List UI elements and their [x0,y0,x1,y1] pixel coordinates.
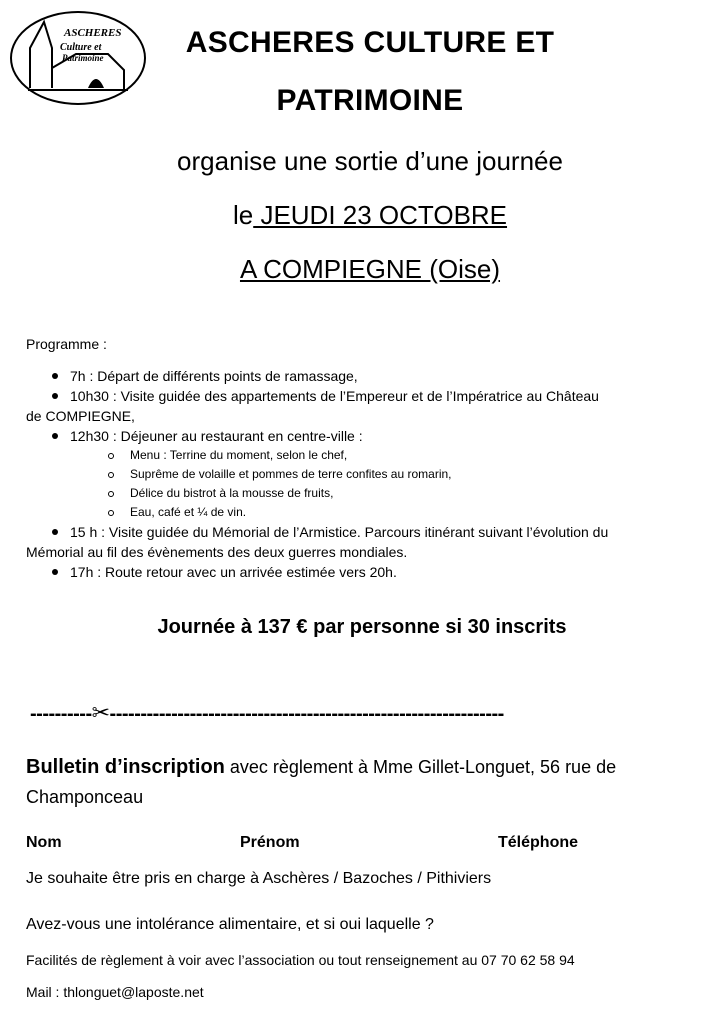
logo-line2: Culture et [60,42,102,53]
event-place [60,254,680,285]
bullet-icon [52,433,58,439]
bullet-icon [52,373,58,379]
programme-list [26,366,686,582]
intolerance-line: Avez-vous une intolérance alimentaire, et si oui laquelle ? [26,916,434,933]
programme-item: 17h : Route retour avec un arrivée estimée vers 20h. [26,562,686,582]
menu-list [26,446,686,522]
circle-bullet-icon [108,510,114,516]
facilities-line: Facilités de règlement à voir avec l’association ou tout renseignement au 07 70 62 58 94 [26,952,575,968]
circle-bullet-icon [108,472,114,478]
programme-item: 12h30 : Déjeuner au restaurant en centre-ville : [26,426,686,446]
association-logo [8,8,148,108]
menu-item: Eau, café et ¼ de vin. [106,503,686,522]
programme-item: 10h30 : Visite guidée des appartements de l’Empereur et de l’Impératrice au Château de COMPIEGNE, [26,388,599,424]
mail-line: Mail : thlonguet@laposte.net [26,984,204,1000]
place-value: A COMPIEGNE (Oise) [239,254,501,284]
price-statement: Journée à 137 € par personne si 30 inscrits [157,616,567,638]
bullet-icon [52,529,58,535]
menu-item: Suprême de volaille et pommes de terre confites au romarin, [106,465,686,484]
programme-item: 15 h : Visite guidée du Mémorial de l’Armistice. Parcours itinérant suivant l’évolution du Mémorial au fil des évènements des deux guerres mondiales. [26,524,609,560]
bulletin-title: Bulletin d’inscription [26,756,225,778]
event-date [60,200,680,231]
programme-item: 7h : Départ de différents points de ramassage, [26,366,686,386]
date-value: JEUDI 23 OCTOBRE [253,200,508,230]
pickup-line: Je souhaite être pris en charge à Aschères / Bazoches / Pithiviers [26,870,492,887]
logo-line1: ASCHERES [64,27,122,39]
subtitle: organise une sortie d’une journée [177,146,563,176]
menu-item: Délice du bistrot à la mousse de fruits, [106,484,686,503]
field-nom: Nom [26,834,62,851]
bullet-icon [52,393,58,399]
programme-label: Programme : [26,336,107,352]
title-line-1: ASCHERES CULTURE ET [185,26,555,59]
field-prenom: Prénom [240,834,300,851]
logo-line3: Patrimoine [62,53,104,63]
circle-bullet-icon [108,491,114,497]
bulletin-heading [26,752,686,812]
title-line-2: PATRIMOINE [276,84,464,117]
scissors-icon: ✂ [91,700,110,725]
bulletin-text: avec règlement à Mme Gillet-Longuet, 56 rue de Champonceau [26,757,617,807]
menu-item: Menu : Terrine du moment, selon le chef, [106,446,686,465]
cut-line: ----------✂---------------------------------------------------------------- [30,700,504,725]
field-telephone: Téléphone [498,834,579,851]
date-prefix: le [232,200,254,230]
circle-bullet-icon [108,453,114,459]
bullet-icon [52,569,58,575]
